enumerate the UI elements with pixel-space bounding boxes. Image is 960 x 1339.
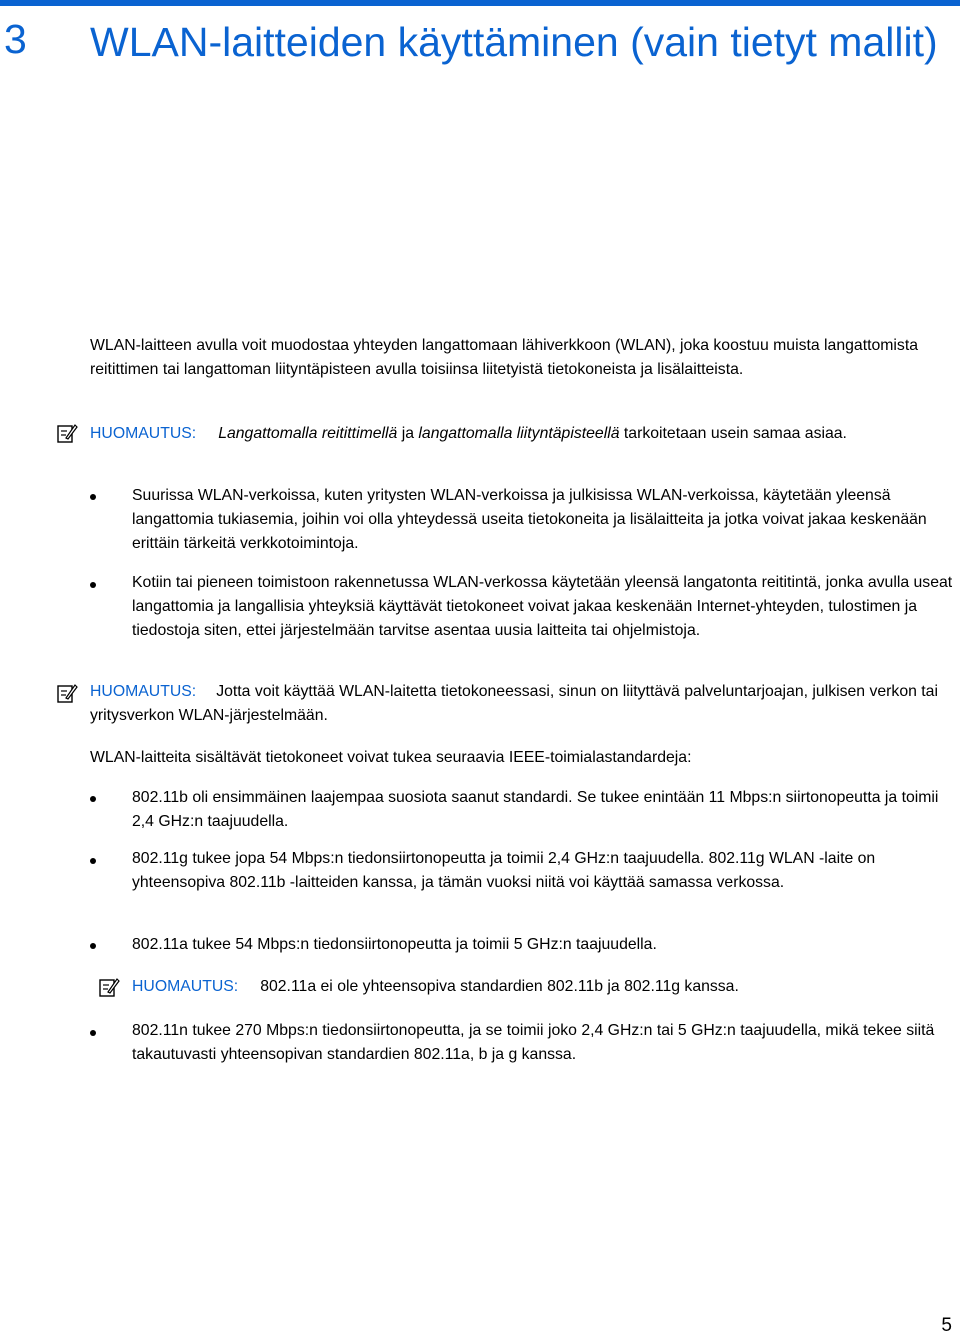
bullet-dot-icon <box>90 1030 96 1036</box>
note-pencil-icon <box>98 976 120 998</box>
bullet-dot-icon <box>90 943 96 949</box>
note-2 <box>90 680 954 728</box>
note-text: 802.11a ei ole yhteensopiva standardien 802.11b ja 802.11g kanssa. <box>260 978 739 995</box>
note-term-access-point: langattomalla liityntäpisteellä <box>418 425 620 442</box>
chapter-rule <box>0 0 960 6</box>
note-pencil-icon <box>56 682 78 704</box>
standards-intro: WLAN-laitteita sisältävät tietokoneet voivat tukea seuraavia IEEE-toimialastandardeja: <box>90 749 692 766</box>
bullet-dot-icon <box>90 582 96 588</box>
list-item: 802.11g tukee jopa 54 Mbps:n tiedonsiirtonopeutta ja toimii 2,4 GHz:n taajuudella. 802.11g WLAN -laite on yhteensopiva 802.11b -laitteiden kanssa, ja tämän vuoksi niitä voi käyttää samassa verkossa. <box>132 850 876 891</box>
list-item: 802.11b oli ensimmäinen laajempaa suosiota saanut standardi. Se tukee enintään 11 Mbps:n siirtonopeutta ja toimii 2,4 GHz:n taajuudella. <box>132 789 939 830</box>
chapter-number: 3 <box>4 16 27 62</box>
note-label: HUOMAUTUS: <box>132 978 239 995</box>
note-pencil-icon <box>56 422 78 444</box>
bullet-dot-icon <box>90 494 96 500</box>
bullet-dot-icon <box>90 858 96 864</box>
note-1 <box>90 422 952 446</box>
bullet-dot-icon <box>90 796 96 802</box>
note-label: HUOMAUTUS: <box>90 683 197 700</box>
page-number: 5 <box>941 1315 952 1336</box>
note-term-router: Langattomalla reitittimellä <box>218 425 398 442</box>
chapter-title: WLAN-laitteiden käyttäminen (vain tietyt mallit) <box>90 19 938 65</box>
list-item: 802.11a tukee 54 Mbps:n tiedonsiirtonopeutta ja toimii 5 GHz:n taajuudella. <box>132 936 657 953</box>
note-text: Jotta voit käyttää WLAN-laitetta tietokoneessasi, sinun on liityttävä palveluntarjoajan, julkisen verkon tai yritysverkon WLAN-järjestelmään. <box>90 683 938 724</box>
intro-paragraph: WLAN-laitteen avulla voit muodostaa yhteyden langattomaan lähiverkkoon (WLAN), joka koostuu muista langattomista reitittimen tai langattoman liityntäpisteen avulla toisiinsa liitetyistä tietokoneista ja lisälaitteista. <box>90 337 919 378</box>
note-label: HUOMAUTUS: <box>90 425 197 442</box>
note-3 <box>132 975 954 999</box>
list-item: Kotiin tai pieneen toimistoon rakennetussa WLAN-verkossa käytetään yleensä langatonta reititintä, jonka avulla useat langattomia ja langallisia yhteyksiä käyttävät tietokoneet voivat jakaa keskenään Internet-yhteyden, tulostimen ja tiedostoja siten, ettei järjestelmään tarvitse asentaa uusia laitteita tai ohjelmistoja. <box>132 574 953 639</box>
list-item: 802.11n tukee 270 Mbps:n tiedonsiirtonopeutta, ja se toimii joko 2,4 GHz:n tai 5 GHz:n taajuudella, mikä tekee siitä takautuvasti yhteensopivan standardien 802.11a, b ja g kanssa. <box>132 1022 935 1063</box>
note-text: ja <box>397 425 419 442</box>
list-item: Suurissa WLAN-verkoissa, kuten yritysten WLAN-verkoissa ja julkisissa WLAN-verkoissa, käytetään yleensä langattomia tukiasemia, joihin voi olla yhteydessä useita tietokoneita ja lisälaitteita ja jotka voivat jakaa keskenään erittäin tärkeitä verkkotoimintoja. <box>132 487 927 552</box>
note-text: tarkoitetaan usein samaa asiaa. <box>619 425 847 442</box>
